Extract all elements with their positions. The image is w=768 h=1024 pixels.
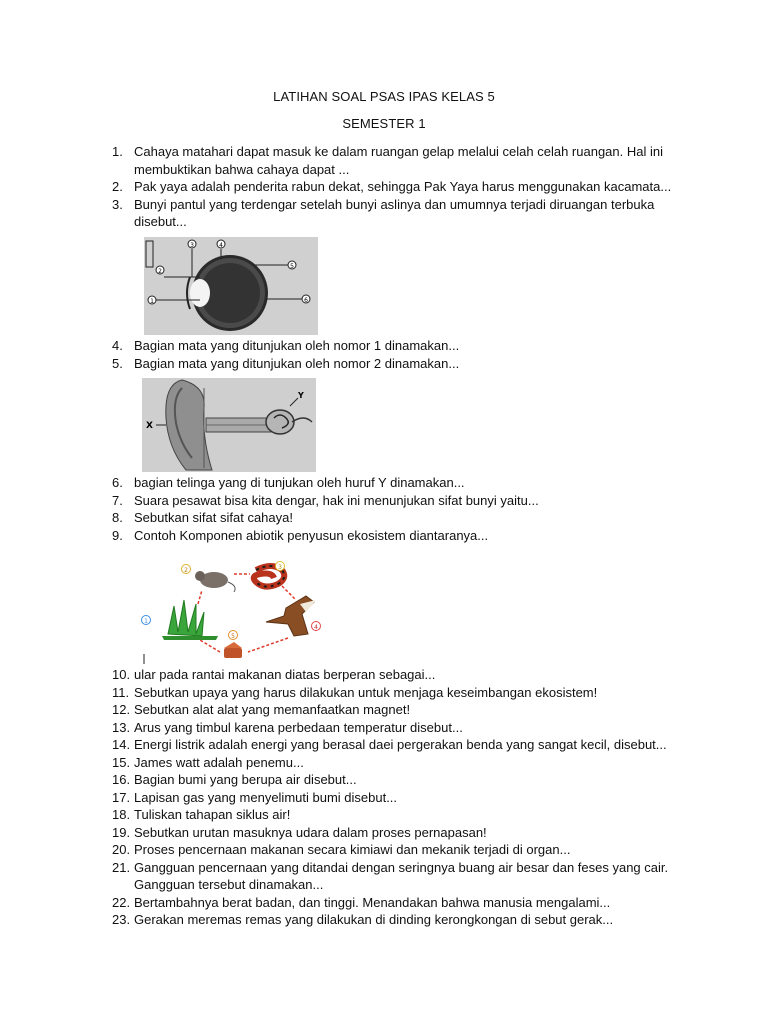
question-number: 20.: [112, 842, 131, 857]
question-text: Bagian mata yang ditunjukan oleh nomor 2 dinamakan...: [134, 355, 460, 371]
question-item: [112, 509, 672, 527]
question-item: [112, 894, 672, 912]
question-item: [112, 527, 672, 545]
question-item: [112, 337, 672, 355]
ear-label-x: X: [146, 421, 153, 431]
eye-label-2: 2: [158, 268, 162, 275]
question-number: 3.: [112, 196, 123, 212]
question-item: [112, 474, 672, 492]
ear-label-y: Y: [298, 391, 304, 400]
question-item: [112, 771, 672, 789]
ear-diagram: [142, 378, 316, 472]
question-text: Gerakan meremas remas yang dilakukan di dinding kerongkongan di sebut gerak...: [134, 912, 614, 927]
question-number: 12.: [112, 702, 131, 717]
document-title: LATIHAN SOAL PSAS IPAS KELAS 5: [273, 89, 495, 104]
eye-label-4: 4: [219, 242, 223, 249]
question-item: [112, 143, 672, 178]
question-number: 7.: [112, 492, 123, 508]
question-text: Cahaya matahari dapat masuk ke dalam ruangan gelap melalui celah celah ruangan. Hal ini membuktikan bahwa cahaya dapat ...: [134, 144, 663, 177]
question-text: Sebutkan sifat sifat cahaya!: [134, 510, 293, 525]
eye-label-6: 6: [304, 297, 308, 304]
food-chain-label-4: 4: [314, 624, 318, 631]
question-number: 4.: [112, 338, 123, 353]
question-item: [112, 806, 672, 824]
question-text: Sebutkan urutan masuknya udara dalam proses pernapasan!: [134, 824, 487, 840]
question-list-3: [112, 474, 672, 544]
question-text: Bagian mata yang ditunjukan oleh nomor 1 dinamakan...: [134, 338, 460, 353]
question-number: 17.: [112, 789, 131, 805]
question-text: ular pada rantai makanan diatas berperan sebagai...: [134, 667, 436, 682]
question-item: [112, 684, 672, 702]
question-text: Lapisan gas yang menyelimuti bumi disebut...: [134, 789, 398, 805]
food-chain-diagram: [138, 556, 328, 664]
eye-label-1: 1: [150, 298, 154, 305]
question-text: Sebutkan upaya yang harus dilakukan untuk menjaga keseimbangan ekosistem!: [134, 684, 598, 700]
question-text: Energi listrik adalah energi yang berasal daei pergerakan benda yang sangat kecil, disebut...: [134, 737, 667, 752]
question-number: 21.: [112, 859, 131, 875]
eye-label-5: 5: [290, 263, 294, 270]
question-number: 6.: [112, 475, 123, 490]
question-item: [112, 492, 672, 510]
question-number: 1.: [112, 144, 123, 159]
question-number: 23.: [112, 912, 131, 927]
question-text: Bunyi pantul yang terdengar setelah bunyi aslinya dan umumnya terjadi diruangan terbuka disebut...: [134, 196, 655, 229]
question-text: Sebutkan alat alat yang memanfaatkan magnet!: [134, 702, 411, 717]
question-list-2: [112, 337, 672, 372]
question-number: 14.: [112, 737, 131, 752]
question-text: Proses pencernaan makanan secara kimiawi dan mekanik terjadi di organ...: [134, 842, 571, 857]
document-subtitle: SEMESTER 1: [342, 116, 426, 131]
question-number: 9.: [112, 527, 123, 543]
question-item: [112, 859, 672, 894]
question-number: 10.: [112, 667, 131, 682]
question-text: Bertambahnya berat badan, dan tinggi. Menandakan bahwa manusia mengalami...: [134, 894, 611, 910]
question-item: [112, 719, 672, 737]
food-chain-label-1: 1: [144, 618, 148, 625]
question-text: Arus yang timbul karena perbedaan temperatur disebut...: [134, 719, 463, 735]
question-item: [112, 736, 672, 754]
question-text: bagian telinga yang di tunjukan oleh huruf Y dinamakan...: [134, 475, 465, 490]
question-item: [112, 355, 672, 373]
question-number: 8.: [112, 510, 123, 525]
question-text: Contoh Komponen abiotik penyusun ekosistem diantaranya...: [134, 527, 489, 543]
eye-label-3: 3: [190, 242, 194, 249]
question-item: [112, 701, 672, 719]
question-number: 19.: [112, 824, 131, 840]
question-number: 13.: [112, 719, 131, 735]
question-number: 2.: [112, 179, 123, 194]
question-text: Pak yaya adalah penderita rabun dekat, sehingga Pak Yaya harus menggunakan kacamata...: [134, 179, 672, 194]
question-item: [112, 196, 672, 231]
food-chain-label-3: 3: [278, 564, 282, 571]
question-text: Gangguan pencernaan yang ditandai dengan seringnya buang air besar dan feses yang cair. Gangguan tersebut dinamakan...: [134, 859, 669, 892]
question-number: 16.: [112, 772, 131, 787]
question-number: 15.: [112, 754, 131, 770]
question-number: 22.: [112, 894, 131, 910]
question-text: James watt adalah penemu...: [134, 754, 304, 770]
food-chain-label-2: 2: [184, 567, 188, 574]
question-number: 5.: [112, 355, 123, 371]
question-item: [112, 178, 672, 196]
question-text: Tuliskan tahapan siklus air!: [134, 807, 291, 822]
question-item: [112, 789, 672, 807]
question-item: [112, 911, 672, 929]
food-chain-label-5: 5: [231, 633, 235, 640]
question-item: [112, 841, 672, 859]
question-list-1: [112, 143, 672, 231]
question-item: [112, 824, 672, 842]
question-text: Bagian bumi yang berupa air disebut...: [134, 772, 357, 787]
question-number: 11.: [112, 684, 130, 700]
eye-diagram: [144, 237, 318, 335]
question-number: 18.: [112, 807, 131, 822]
question-list-4: [112, 666, 672, 929]
question-item: [112, 666, 672, 684]
question-text: Suara pesawat bisa kita dengar, hak ini menunjukan sifat bunyi yaitu...: [134, 492, 539, 508]
question-item: [112, 754, 672, 772]
